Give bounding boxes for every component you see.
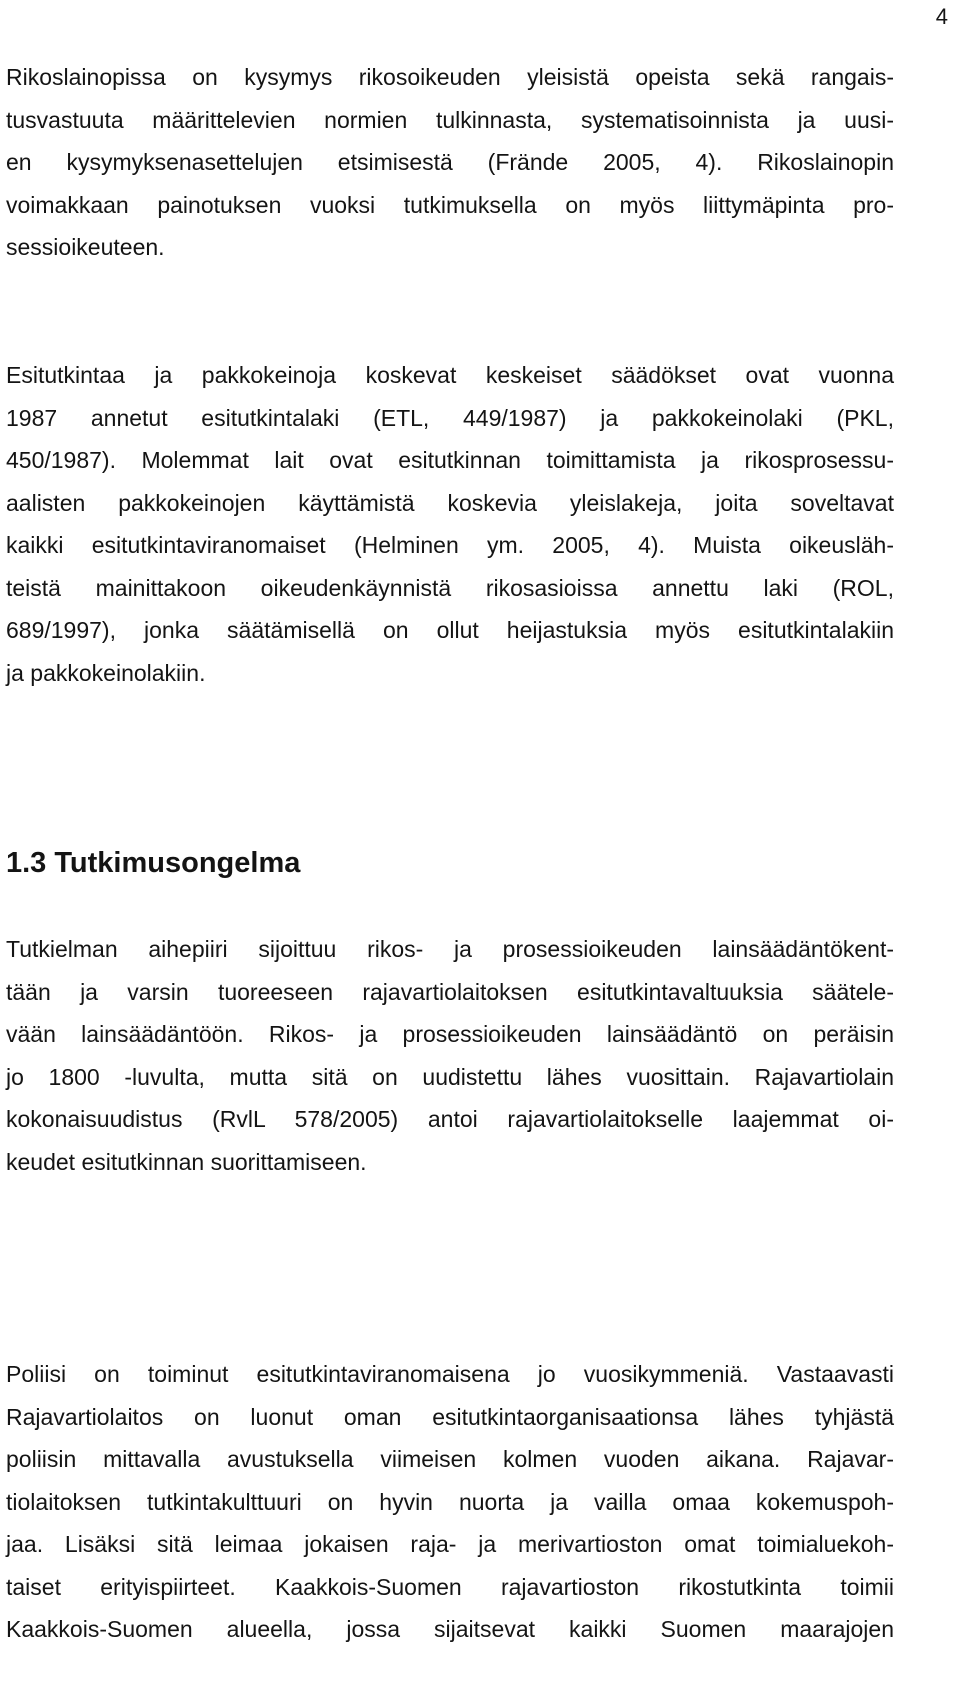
text-line: tusvastuuta määrittelevien normien tulkinnasta, systematisoinnista ja uusi- — [6, 106, 894, 133]
paragraph-key-statutes — [6, 354, 894, 694]
text-line: taiset erityispiirteet. Kaakkois-Suomen rajavartioston rikostutkinta toimii — [6, 1573, 894, 1600]
text-line: jo 1800 -luvulta, mutta sitä on uudistettu lähes vuosittain. Rajavartiolain — [6, 1063, 894, 1090]
text-line: Tutkielman aihepiiri sijoittuu rikos- ja prosessioikeuden lainsäädäntökent- — [6, 936, 894, 962]
text-line: vään lainsäädäntöön. Rikos- ja prosessioikeuden lainsäädäntö on peräisin — [6, 1021, 894, 1047]
text-line: kokonaisuudistus (RvlL 578/2005) antoi rajavartiolaitokselle laajemmat oi- — [6, 1106, 894, 1132]
text-line: tään ja varsin tuoreeseen rajavartiolaitoksen esitutkintavaltuuksia säätele- — [6, 978, 894, 1005]
text-line: en kysymyksenasettelujen etsimisestä (Frände 2005, 4). Rikoslainopin — [6, 149, 894, 175]
paragraph-police-border-guard — [6, 1353, 894, 1651]
text-line: voimakkaan painotuksen vuoksi tutkimuksella on myös liittymäpinta pro- — [6, 191, 894, 218]
paragraph-research-area — [6, 928, 894, 1183]
text-line: jaa. Lisäksi sitä leimaa jokaisen raja- ja merivartioston omat toimialuekoh- — [6, 1531, 894, 1557]
text-line: 1987 annetut esitutkintalaki (ETL, 449/1987) ja pakkokeinolaki (PKL, — [6, 404, 894, 431]
text-line: Esitutkintaa ja pakkokeinoja koskevat keskeiset säädökset ovat vuonna — [6, 362, 894, 388]
text-line: Rikoslainopissa on kysymys rikosoikeuden yleisistä opeista sekä rangais- — [6, 64, 894, 90]
text-line: 689/1997), jonka säätämisellä on ollut heijastuksia myös esitutkintalakiin — [6, 617, 894, 643]
text-line: poliisin mittavalla avustuksella viimeisen kolmen vuoden aikana. Rajavar- — [6, 1446, 894, 1472]
text-line: tiolaitoksen tutkintakulttuuri on hyvin nuorta ja vailla omaa kokemuspoh- — [6, 1488, 894, 1515]
text-line: 450/1987). Molemmat lait ovat esitutkinnan toimittamista ja rikosprosessu- — [6, 447, 894, 473]
paragraph-criminal-law-doctrine — [6, 56, 894, 269]
text-line: teistä mainittakoon oikeudenkäynnistä rikosasioissa annettu laki (ROL, — [6, 574, 894, 601]
text-line: keudet esitutkinnan suorittamiseen. — [6, 1148, 367, 1175]
text-line: Poliisi on toiminut esitutkintaviranomaisena jo vuosikymmeniä. Vastaavasti — [6, 1361, 894, 1387]
text-line: Kaakkois-Suomen alueella, jossa sijaitsevat kaikki Suomen maarajojen — [6, 1616, 894, 1642]
text-line: Rajavartiolaitos on luonut oman esitutkintaorganisaationsa lähes tyhjästä — [6, 1403, 894, 1430]
text-line: aalisten pakkokeinojen käyttämistä koskevia yleislakeja, joita soveltavat — [6, 489, 894, 516]
text-line: sessioikeuteen. — [6, 234, 165, 260]
page-number: 4 — [935, 4, 948, 29]
text-line: kaikki esitutkintaviranomaiset (Helminen ym. 2005, 4). Muista oikeusläh- — [6, 532, 894, 558]
section-heading: 1.3 Tutkimusongelma — [6, 847, 301, 879]
text-line: ja pakkokeinolakiin. — [6, 659, 206, 686]
